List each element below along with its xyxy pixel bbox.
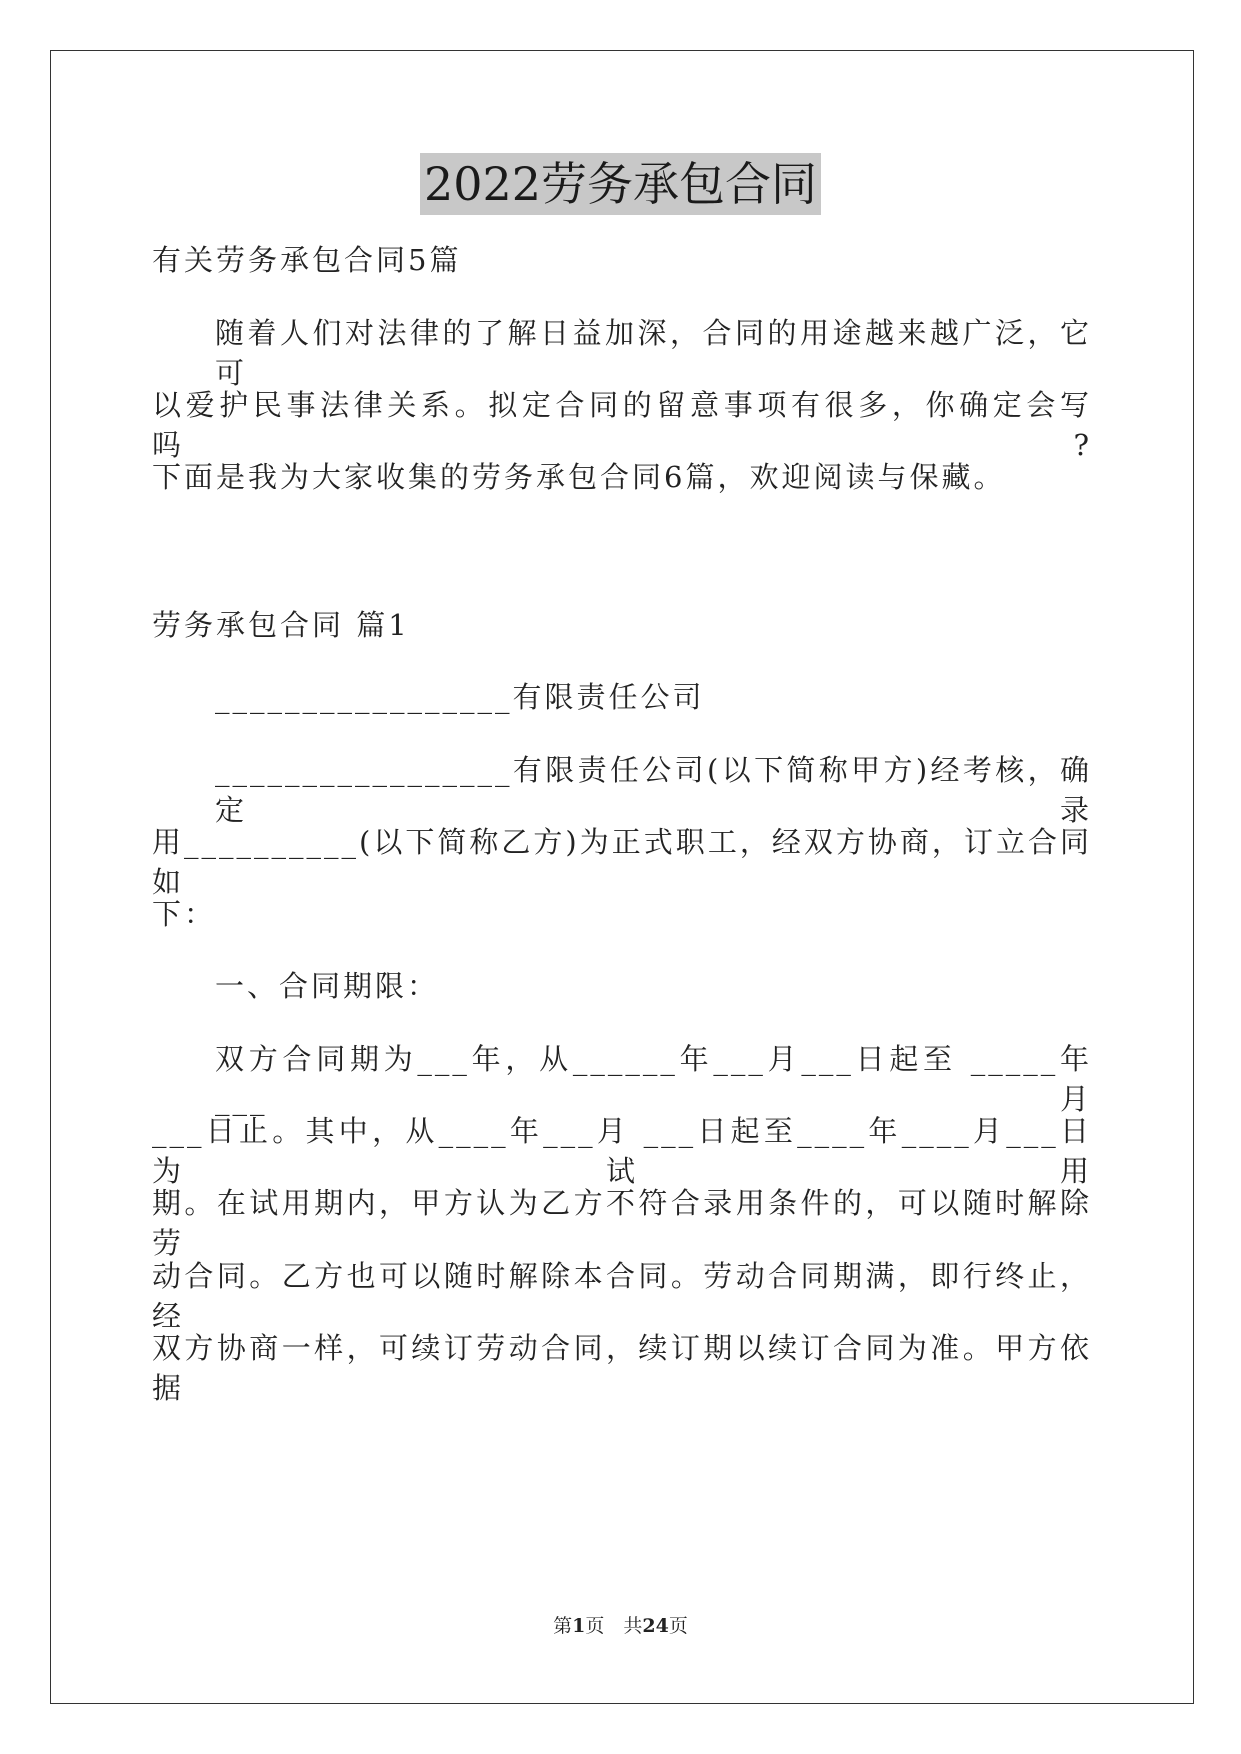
intro-line-2: 以爱护民事法律关系。拟定合同的留意事项有很多，你确定会写吗? (152, 388, 1092, 462)
footer-mid: 页 共 (585, 1615, 643, 1637)
contract-line-2: 用__________(以下简称乙方)为正式职工，经双方协商，订立合同如 (152, 825, 1092, 899)
term-line-3: 期。在试用期内，甲方认为乙方不符合录用条件的，可以随时解除劳 (152, 1186, 1092, 1260)
footer-suffix: 页 (668, 1615, 688, 1637)
intro-line-3: 下面是我为大家收集的劳务承包合同6篇，欢迎阅读与保藏。 (152, 460, 1006, 494)
page-footer (0, 1614, 1241, 1638)
company-line: _________________有限责任公司 (215, 680, 705, 714)
document-title: 2022劳务承包合同 (420, 153, 821, 215)
footer-prefix: 第 (553, 1615, 573, 1637)
title-wrap (0, 153, 1241, 215)
term-line-5: 双方协商一样，可续订劳动合同，续订期以续订合同为准。甲方依据 (152, 1331, 1092, 1405)
contract-line-1: _________________有限责任公司(以下简称甲方)经考核，确定录 (215, 753, 1092, 827)
term-line-1: 双方合同期为___年，从______年___月___日起至 _____年___月 (215, 1042, 1092, 1116)
term-line-4: 动合同。乙方也可以随时解除本合同。劳动合同期满，即行终止，经 (152, 1259, 1092, 1333)
clause-heading-1: 一、合同期限： (215, 969, 440, 1003)
term-line-2: ___日止。其中，从____年___月 ___日起至____年____月___日为试用 (152, 1114, 1092, 1188)
subtitle-line: 有关劳务承包合同5篇 (152, 243, 462, 277)
contract-line-3: 下： (152, 897, 217, 931)
footer-current-page: 1 (572, 1615, 586, 1637)
section-heading: 劳务承包合同 篇1 (152, 608, 410, 642)
footer-total-pages: 24 (642, 1615, 669, 1637)
intro-line-1: 随着人们对法律的了解日益加深，合同的用途越来越广泛，它可 (215, 316, 1092, 390)
